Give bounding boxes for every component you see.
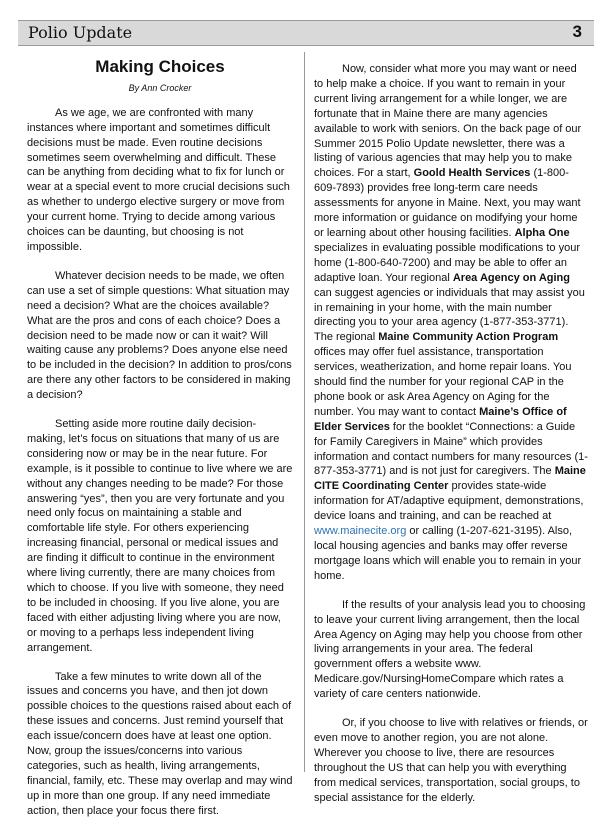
agency-name: Maine Community Action Program <box>378 331 559 344</box>
agency-name: Alpha One <box>514 226 570 239</box>
byline: By Ann Crocker <box>128 82 192 93</box>
paragraph: If the results of your analysis lead you to choosing to leave your current living arrangement, then the local Area Agency on Aging may help you choose from other living arrangements in your area. The federal government offers a website www. Medicare.gov/NursingHomeCompare which rates a variety of care centers nationwide. <box>314 598 586 701</box>
resources-paragraph: Now, consider what more you may want or need to help make a choice. If you want to remain in your current living arrangement for a while longer, we are fortunate that in Maine there are many agencies available to work with seniors. On the back page of our Summer 2015 Polio Update newsletter, there was a listing of various agencies that may help you to make choices. For a start, Goold Health Services (1-800-609-7893) provides free long-term care needs assessments for anyone in Maine. Next, you may want more information or guidance on modifying your home or learning about other housing facilities. Alpha One specializes in evaluating possible modifications to your home (1-800-640-7200) and may be able to offer an adaptive loan. Your regional Area Agency on Aging can suggest agencies or individuals that may assist you in remaining in your home, with the main number directing you to your area agency (1-877-353-3771). The regional Maine Community Action Program offices may offer fuel assistance, transportation services, weatherization, and home repair loans. You should find the number for your regional CAP in the phone book or ask Area Agency on Aging for the number. You may want to contact Maine’s Office of Elder Services for the booklet “Connections: a Guide for Family Caregivers in Maine” which provides information and contact numbers for many resources (1-877-353-3771) and is not just for caregivers. The Maine CITE Coordinating Center provides state-wide information for AT/adaptive equipment, demonstrations, device loans and training, and can be reached at www.mainecite.org or calling (1-207-621-3195). Also, local housing agencies and banks may offer reverse mortgage loans which will enable you to remain in your home. <box>314 63 588 582</box>
agency-name: Maine’s Office of Elder Services <box>314 405 567 433</box>
column-divider <box>304 52 305 772</box>
agency-name: Area Agency on Aging <box>452 271 570 284</box>
mainecite-link[interactable]: www.mainecite.org <box>314 525 407 538</box>
page-number: 3 <box>572 22 582 41</box>
newsletter-title: Polio Update <box>28 23 133 42</box>
left-column <box>27 58 293 833</box>
paragraph: Whatever decision needs to be made, we often can use a set of simple questions: What situation may need a decision? What are the choices available? What are the pros and cons of each choice? Does a decision need to be made now or can it wait? Will waiting cause any problems? Does anyone else need to be included in the decision? In addition to pros/cons are there any other factors to be considered in making a decision? <box>27 269 292 402</box>
right-column <box>314 62 588 820</box>
paragraph: Or, if you choose to live with relatives or friends, or even move to another region, you are not alone. Wherever you choose to live, there are resources throughout the US that can help you with everything from medical services, transportation, social groups, to special assistance for the elderly. <box>314 717 588 804</box>
agency-name: Maine CITE Coordinating Center <box>314 465 586 493</box>
paragraph: Take a few minutes to write down all of the issues and concerns you have, and then jot down possible choices to the questions raised about each of these issues and concerns. Just remind yourself that each issue/concern does have at least one option. Now, group the issues/concerns into various categories, such as health, living arrangements, financial, family, etc. These may overlap and may wind up in more than one group. If any need immediate action, then place your focus there first. <box>27 670 293 817</box>
article-title: Making Choices <box>95 57 225 76</box>
paragraph: As we age, we are confronted with many instances where important and sometimes difficult decisions must be made. Even routine decisions sometimes seem overwhelming and difficult. These can be anything from deciding what to fix for lunch or wear at a special event to more crucial decisions such as whether to undergo elective surgery or move from your current home. Trying to decide among various choices can be daunting, but choosing is not impossible. <box>27 106 290 253</box>
agency-name: Goold Health Services <box>413 167 531 180</box>
page-header <box>18 20 594 46</box>
paragraph: Setting aside more routine daily decision-making, let’s focus on situations that many of us are considering now or may be in the near future. For example, is it possible to continue to live where we are without any changes needing to be made? For those answering “yes”, then you are very fortunate and you need only focus on maintaining a stable and comfortable life style. For others experiencing increasing financial, personal or medical issues and are finding it difficult to continue in the environment where living currently, there are many choices from which to choose. If you live with someone, they need to be included in choosing. If you live alone, you are faced with either adjusting living where you are now, or moving to a perhaps less independent living arrangement. <box>27 418 293 654</box>
